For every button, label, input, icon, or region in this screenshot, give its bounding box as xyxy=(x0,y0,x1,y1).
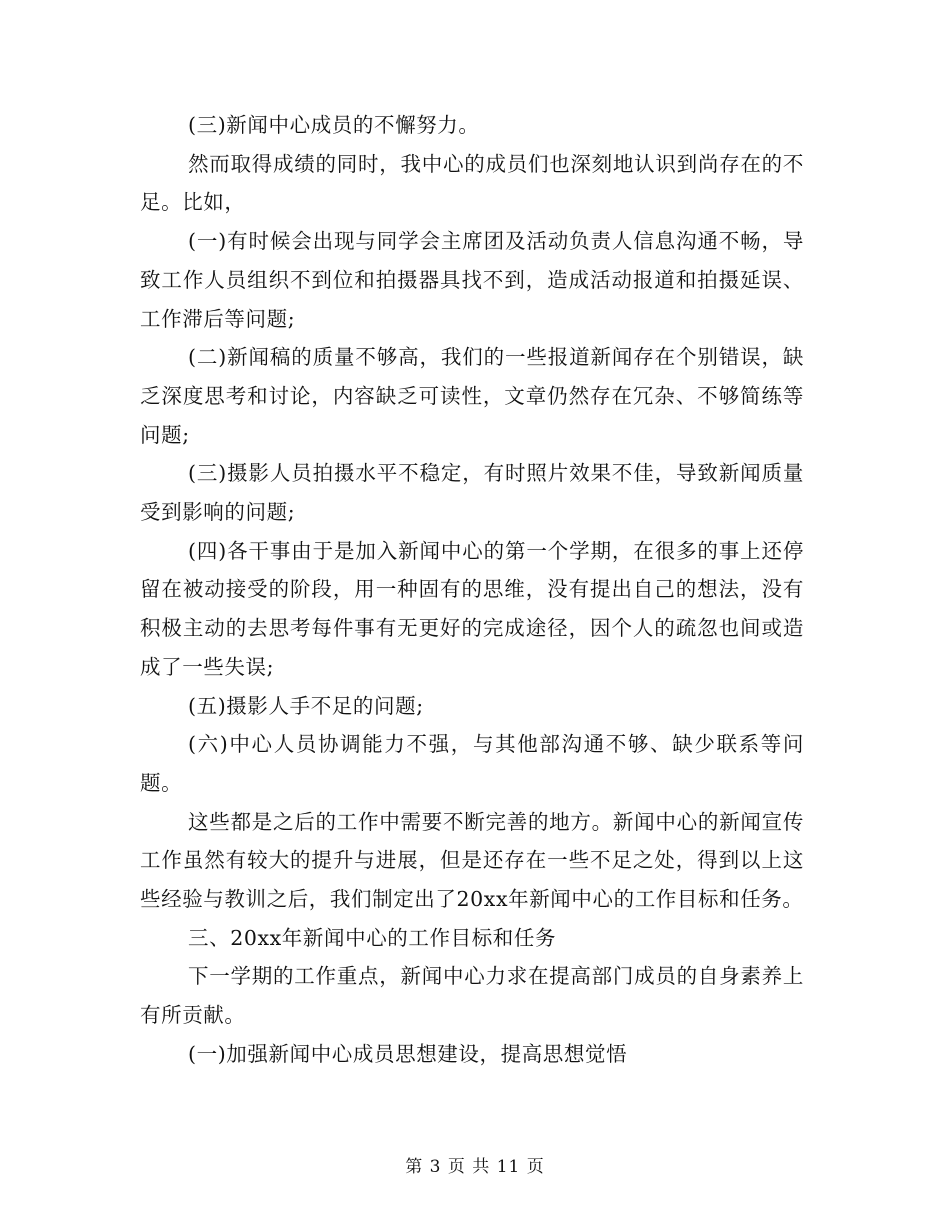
paragraph: (五)摄影人手不足的问题; xyxy=(188,693,424,718)
paragraph: (一)加强新闻中心成员思想建设，提高思想觉悟 xyxy=(188,1041,628,1066)
paragraph: 这些都是之后的工作中需要不断完善的地方。新闻中心的新闻宣传工作虽然有较大的提升与进展，但是还存在一些不足之处，得到以上这些经验与教训之后，我们制定出了20xx年新闻中心的工作目标和任务。 xyxy=(140,809,804,912)
paragraph: (六)中心人员协调能力不强，与其他部沟通不够、缺少联系等问题。 xyxy=(140,732,804,795)
paragraph: (一)有时候会出现与同学会主席团及活动负责人信息沟通不畅，导致工作人员组织不到位和拍摄器具找不到，造成活动报道和拍摄延误、工作滞后等问题; xyxy=(140,229,804,331)
paragraph: (二)新闻稿的质量不够高，我们的一些报道新闻存在个别错误，缺乏深度思考和讨论，内容缺乏可读性，文章仍然存在冗杂、不够简练等问题; xyxy=(140,345,804,447)
document-body xyxy=(140,106,804,1074)
paragraph: (四)各干事由于是加入新闻中心的第一个学期，在很多的事上还停留在被动接受的阶段，用一种固有的思维，没有提出自己的想法，没有积极主动的去思考每件事有无更好的完成途径，因个人的疏忽也间或造成了一些失误; xyxy=(140,538,804,679)
section-heading: 三、20xx年新闻中心的工作目标和任务 xyxy=(188,925,557,950)
paragraph: 然而取得成绩的同时，我中心的成员们也深刻地认识到尚存在的不足。比如， xyxy=(140,151,804,215)
page-number-footer: 第 3 页 共 11 页 xyxy=(405,1157,545,1177)
paragraph: 下一学期的工作重点，新闻中心力求在提高部门成员的自身素养上有所贡献。 xyxy=(140,964,804,1028)
paragraph: (三)摄影人员拍摄水平不稳定，有时照片效果不佳，导致新闻质量受到影响的问题; xyxy=(140,461,804,525)
paragraph: (三)新闻中心成员的不懈努力。 xyxy=(188,113,480,137)
